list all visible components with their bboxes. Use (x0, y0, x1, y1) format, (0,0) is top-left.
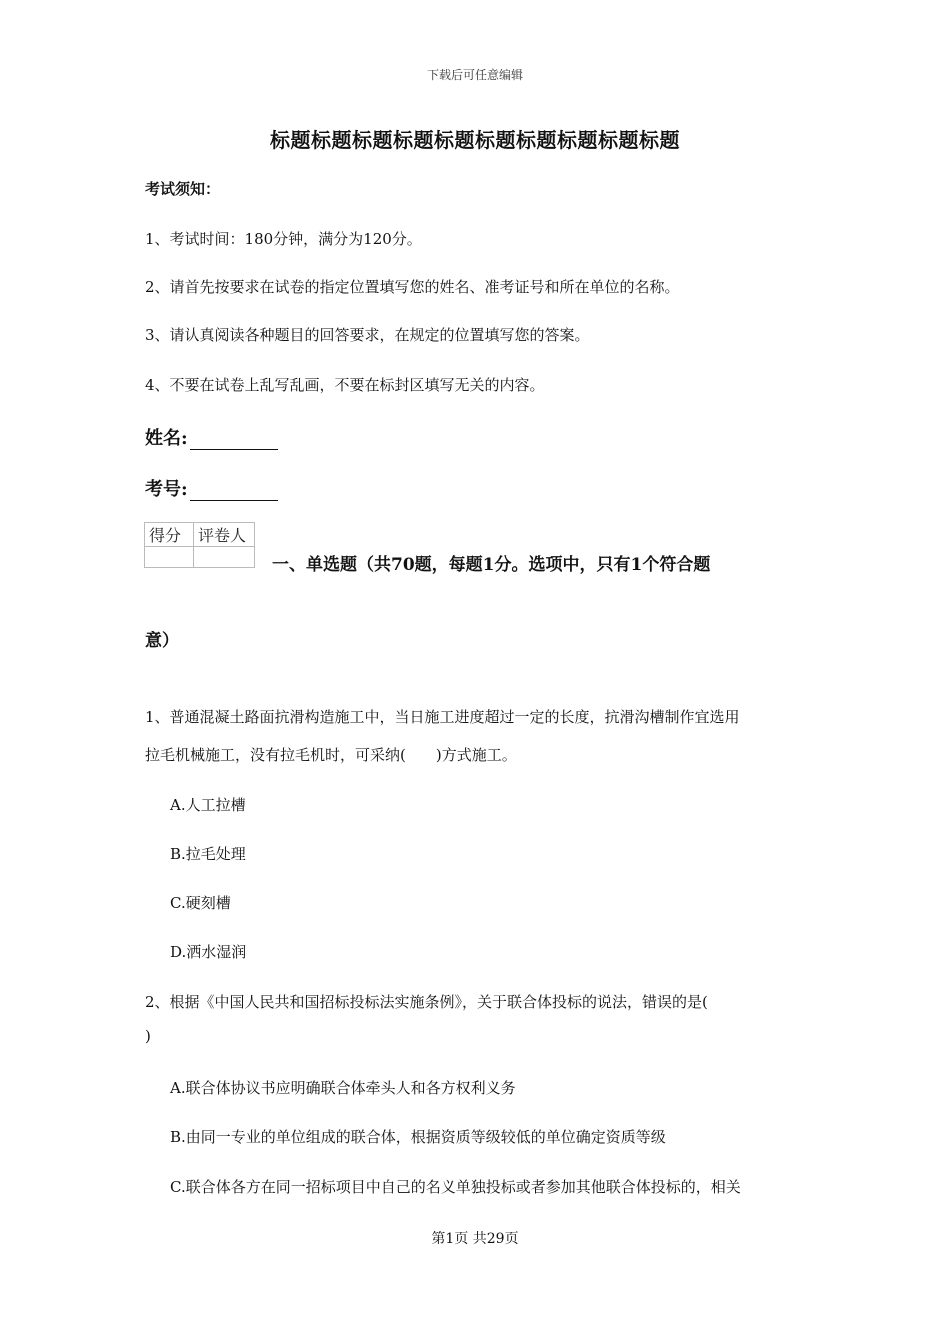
document-title: 标题标题标题标题标题标题标题标题标题标题 (270, 128, 680, 152)
notice-item: 4、不要在试卷上乱写乱画，不要在标封区填写无关的内容。 (145, 376, 545, 394)
id-label: 考号: (145, 479, 188, 500)
section-title-continued: 意） (145, 631, 179, 651)
question-stem: 1、普通混凝土路面抗滑构造施工中，当日施工进度超过一定的长度，抗滑沟槽制作宜选用 (145, 708, 740, 726)
answer-option: C.硬刻槽 (170, 894, 231, 912)
question-stem: 2、根据《中国人民共和国招标投标法实施条例》，关于联合体投标的说法，错误的是( (145, 993, 708, 1011)
notice-item: 2、请首先按要求在试卷的指定位置填写您的姓名、准考证号和所在单位的名称。 (145, 278, 680, 296)
grader-header: 评卷人 (194, 523, 255, 547)
header-note: 下载后可任意编辑 (426, 68, 523, 82)
page-footer: 第1页 共29页 (431, 1231, 519, 1247)
question-stem: ) (145, 1027, 151, 1045)
answer-option: A.人工拉槽 (170, 796, 246, 814)
notice-item: 3、请认真阅读各种题目的回答要求，在规定的位置填写您的答案。 (145, 326, 590, 344)
score-cell[interactable] (145, 547, 194, 568)
id-field (145, 475, 278, 501)
notice-heading: 考试须知： (145, 180, 221, 198)
score-table (144, 522, 255, 568)
name-label: 姓名: (145, 428, 188, 449)
answer-option: A.联合体协议书应明确联合体牵头人和各方权利义务 (170, 1079, 516, 1097)
question-stem: 拉毛机械施工，没有拉毛机时，可采纳( )方式施工。 (145, 746, 517, 764)
answer-option: B.由同一专业的单位组成的联合体，根据资质等级较低的单位确定资质等级 (170, 1128, 666, 1146)
answer-option: B.拉毛处理 (170, 845, 246, 863)
answer-option: D.洒水湿润 (170, 943, 247, 961)
answer-option: C.联合体各方在同一招标项目中自己的名义单独投标或者参加其他联合体投标的，相关 (170, 1178, 741, 1196)
grader-cell[interactable] (194, 547, 255, 568)
section-title: 一、单选题（共70题，每题1分。选项中，只有1个符合题 (272, 555, 711, 575)
name-field (145, 424, 278, 450)
id-blank-line[interactable] (190, 482, 278, 501)
score-header: 得分 (145, 523, 194, 547)
name-blank-line[interactable] (190, 431, 278, 450)
notice-item: 1、考试时间：180分钟，满分为120分。 (145, 230, 422, 248)
